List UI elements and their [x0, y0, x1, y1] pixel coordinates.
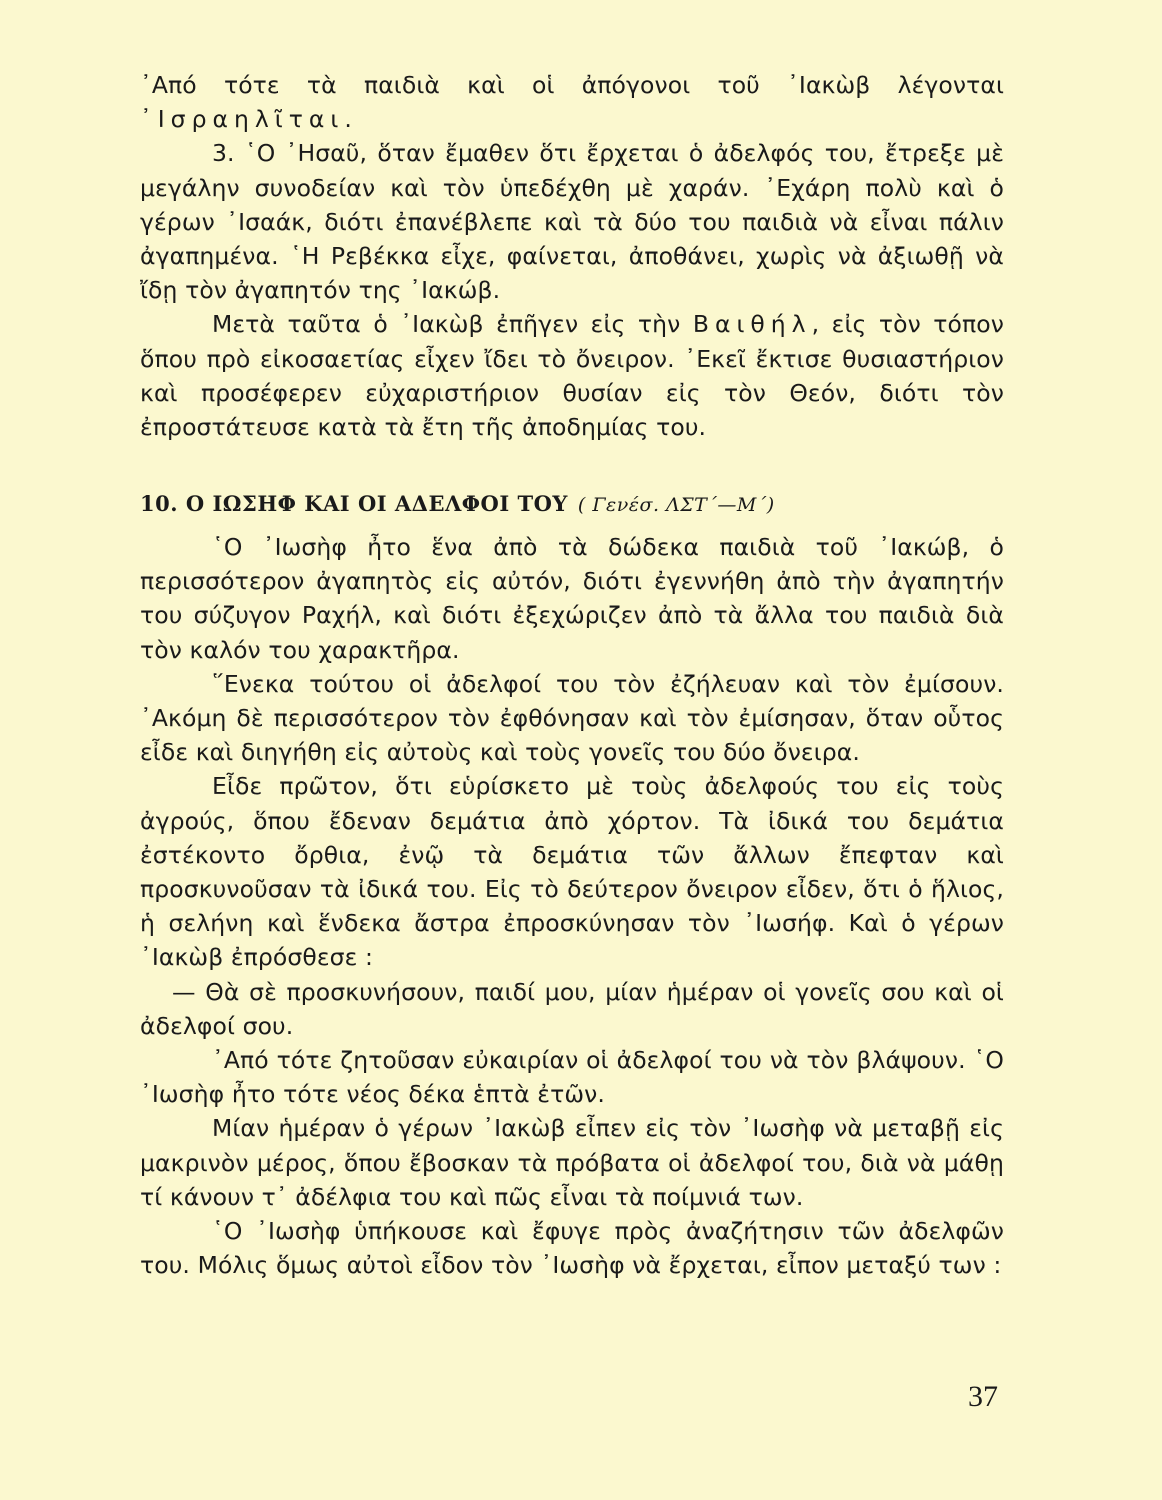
text-block-story	[140, 530, 1004, 1282]
paragraph: ῞Ενεκα τούτου οἱ ἀδελφοί του τὸν ἐζήλευαν καὶ τὸν ἐμίσουν. ᾿Ακόμη δὲ περισσότερον τὸν ἐφθόνησαν καὶ τὸν ἐμίσησαν, ὅταν οὗτος εἶδε καὶ διηγήθη εἰς αὐτοὺς καὶ τοὺς γονεῖς του δύο ὄνειρα.	[140, 669, 1004, 767]
paragraph: ῾Ο ᾿Ιωσὴφ ὑπήκουσε καὶ ἔφυγε πρὸς ἀναζήτησιν τῶν ἀδελφῶν του. Μόλις ὅμως αὐτοὶ εἶδον τὸν ᾿Ιωσὴφ νὰ ἔρχεται, εἶπον μεταξύ των :	[140, 1217, 1004, 1280]
paragraph: Μίαν ἡμέραν ὁ γέρων ᾿Ιακὼβ εἶπεν εἰς τὸν ᾿Ιωσὴφ νὰ μεταβῇ εἰς μακρινὸν μέρος, ὅπου ἔβοσκαν τὰ πρόβατα οἱ ἀδελφοί του, διὰ νὰ μάθῃ τί κάνουν τ᾿ ἀδέλφια του καὶ πῶς εἶναι τὰ ποίμνιά των.	[140, 1114, 1004, 1211]
text-block-intro	[140, 68, 1004, 444]
paragraph: ῾Ο ᾿Ιωσὴφ ἦτο ἕνα ἀπὸ τὰ δώδεκα παιδιὰ τοῦ ᾿Ιακώβ, ὁ περισσότερον ἀγαπητὸς εἰς αὐτόν, διότι ἐγεννήθη ἀπὸ τὴν ἀγαπητήν του σύζυγον Ραχήλ, καὶ διότι ἐξεχώριζεν ἀπὸ τὰ ἄλλα του παιδιὰ διὰ τὸν καλόν του χαρακτῆρα.	[140, 533, 1004, 664]
spaced-word: ᾿Ισραηλῖται	[140, 105, 345, 134]
section-title: 10. Ο ΙΩΣΗΦ ΚΑΙ ΟΙ ΑΔΕΛΦΟΙ ΤΟΥ	[140, 491, 568, 516]
section-reference: ( Γενέσ. ΛΣΤ΄—Μ΄)	[577, 494, 775, 516]
page-number: 37	[968, 1380, 998, 1413]
paragraph: Εἶδε πρῶτον, ὅτι εὑρίσκετο μὲ τοὺς ἀδελφούς του εἰς τοὺς ἀγρούς, ὅπου ἔδεναν δεμάτια ἀπὸ χόρτον. Τὰ ἰδικά του δεμάτια ἐστέκοντο ὄρθια, ἐνῷ τὰ δεμάτια τῶν ἄλλων ἔπεφταν καὶ προσκυνοῦσαν τὰ ἰδικά του. Εἰς τὸ δεύτερον ὄνειρον εἶδεν, ὅτι ὁ ἥλιος, ἡ σελήνη καὶ ἕνδεκα ἄστρα ἐπροσκύνησαν τὸν ᾿Ιωσήφ. Καὶ ὁ γέρων ᾿Ιακὼβ ἐπρόσθεσε :	[140, 772, 1004, 972]
paragraph: ᾿Από τότε τὰ παιδιὰ καὶ οἱ ἀπόγονοι τοῦ ᾿Ιακὼβ λέγονται ᾿Ισραηλῖται.	[140, 71, 1004, 134]
section-heading	[140, 491, 1004, 516]
dialogue-line: — Θὰ σὲ προσκυνήσουν, παιδί μου, μίαν ἡμέραν οἱ γονεῖς σου καὶ οἱ ἀδελφοί σου.	[140, 977, 1004, 1040]
paragraph: Μετὰ ταῦτα ὁ ᾿Ιακὼβ ἐπῆγεν εἰς τὴν Βαιθήλ, εἰς τὸν τόπον ὅπου πρὸ εἰκοσαετίας εἶχεν ἴδει τὸ ὄνειρον. ᾿Εκεῖ ἔκτισε θυσιαστήριον καὶ προσέφερεν εὐχαριστήριον θυσίαν εἰς τὸν Θεόν, διότι τὸν ἐπροστάτευσε κατὰ τὰ ἔτη τῆς ἀποδημίας του.	[140, 310, 1004, 442]
spaced-word: Βαιθήλ	[692, 310, 812, 339]
paragraph: ᾿Από τότε ζητοῦσαν εὐκαιρίαν οἱ ἀδελφοί του νὰ τὸν βλάψουν. ῾Ο ᾿Ιωσὴφ ἦτο τότε νέος δέκα ἑπτὰ ἐτῶν.	[140, 1046, 1004, 1109]
paragraph: 3. ῾Ο ᾿Ησαῦ, ὅταν ἔμαθεν ὅτι ἔρχεται ὁ ἀδελφός του, ἔτρεξε μὲ μεγάλην συνοδείαν καὶ τὸν ὑπεδέχθη μὲ χαράν. ᾿Εχάρη πολὺ καὶ ὁ γέρων ᾿Ισαάκ, διότι ἐπανέβλεπε καὶ τὰ δύο του παιδιὰ νὰ εἶναι πάλιν ἀγαπημένα. ῾Η Ρεβέκκα εἶχε, φαίνεται, ἀποθάνει, χωρὶς νὰ ἀξιωθῇ νὰ ἴδῃ τὸν ἀγαπητόν της ᾿Ιακώβ.	[140, 139, 1004, 305]
